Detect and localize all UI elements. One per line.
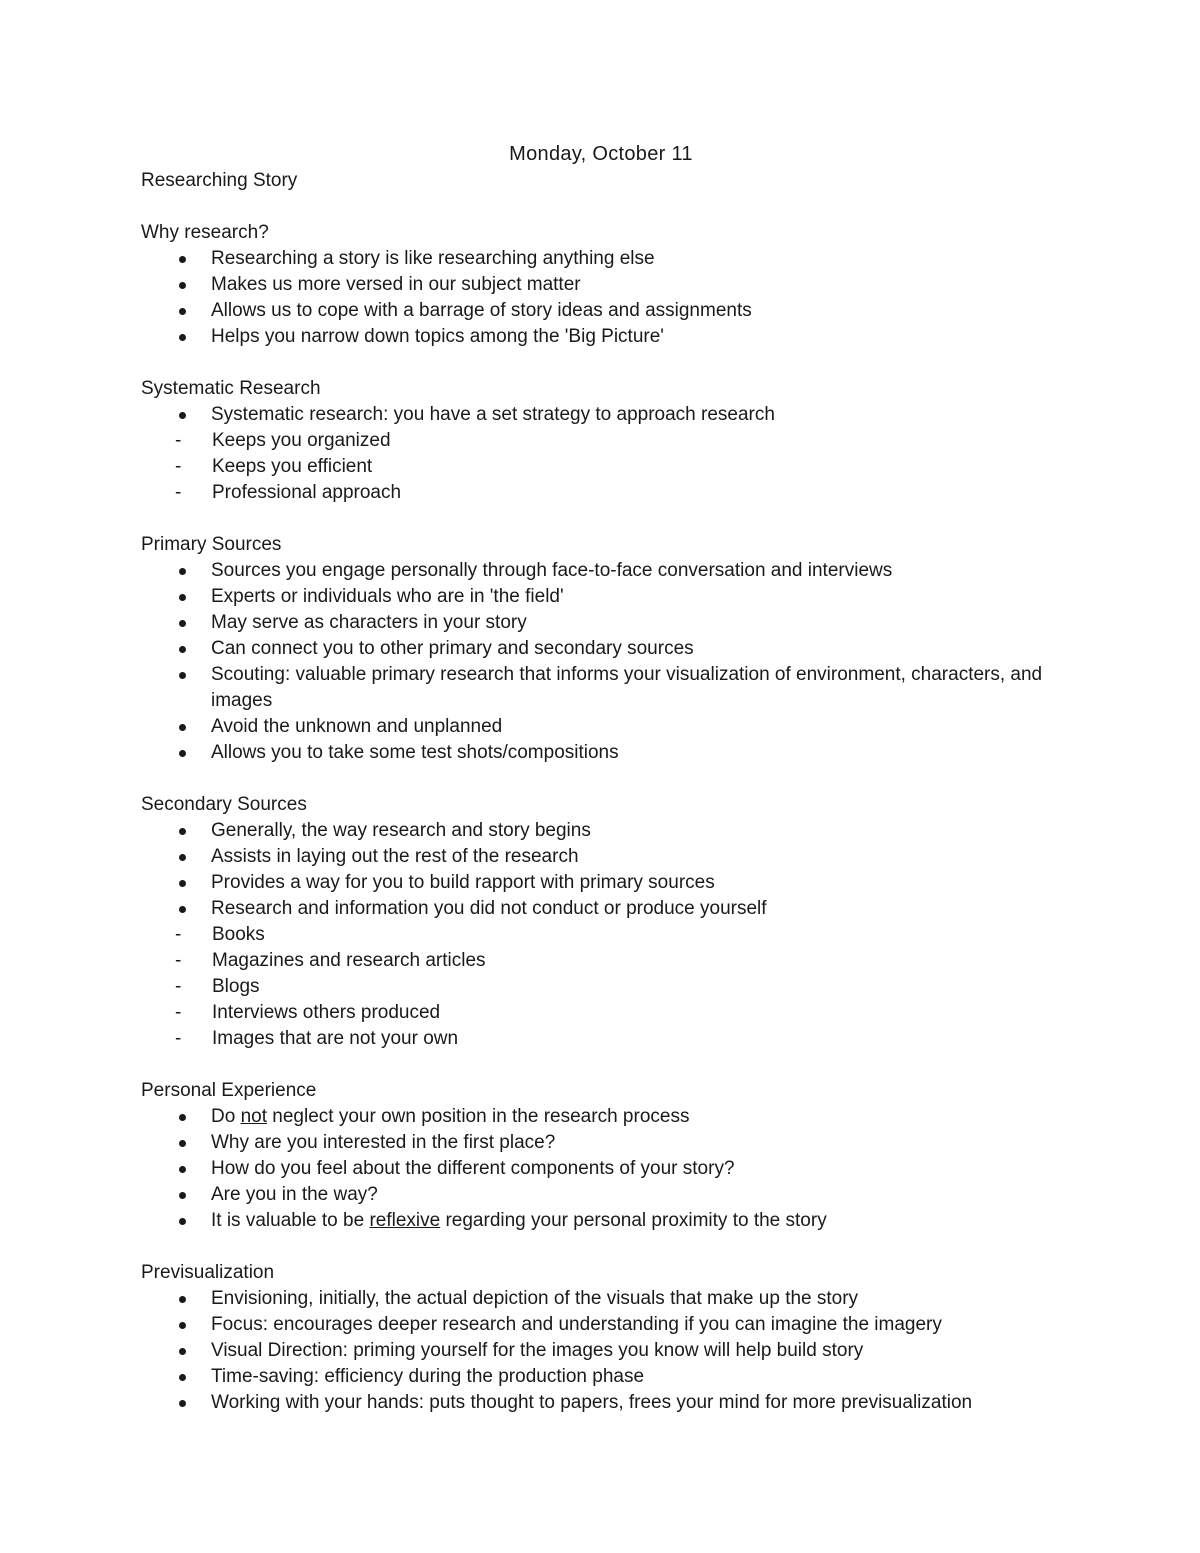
list-item-text: Envisioning, initially, the actual depiction of the visuals that make up the story bbox=[211, 1288, 859, 1309]
sub-list-item bbox=[141, 454, 1061, 480]
dash-marker-icon: - bbox=[175, 1028, 182, 1049]
bullet-dot-icon bbox=[179, 282, 186, 289]
list-item bbox=[141, 896, 1061, 1052]
list-item bbox=[141, 1156, 1061, 1182]
dash-marker-icon: - bbox=[175, 976, 182, 997]
list-item bbox=[141, 324, 1061, 350]
list-item bbox=[141, 298, 1061, 324]
sub-list-item bbox=[141, 948, 1061, 974]
sub-list-item-text: Magazines and research articles bbox=[212, 950, 486, 971]
list-item bbox=[141, 584, 1061, 610]
bullet-dot-icon bbox=[179, 880, 186, 887]
dash-marker-icon: - bbox=[175, 482, 182, 503]
bullet-dot-icon bbox=[179, 1400, 186, 1407]
bullet-dot-icon bbox=[179, 724, 186, 731]
list-item bbox=[141, 1312, 1061, 1338]
list-item-text: Assists in laying out the rest of the research bbox=[211, 846, 579, 867]
document-subtitle: Researching Story bbox=[141, 170, 298, 191]
list-item bbox=[141, 1286, 1061, 1312]
text-run: It is valuable to be bbox=[211, 1210, 370, 1231]
list-item-text: Sources you engage personally through face-to-face conversation and interviews bbox=[211, 560, 893, 581]
list-item bbox=[141, 1338, 1061, 1364]
document-title: Monday, October 11 bbox=[509, 143, 693, 165]
bullet-dot-icon bbox=[179, 308, 186, 315]
bullet-dot-icon bbox=[179, 620, 186, 627]
bullet-list bbox=[141, 402, 1061, 506]
sub-list-item bbox=[141, 428, 1061, 454]
list-item bbox=[141, 1208, 1061, 1234]
sub-list bbox=[141, 428, 1061, 506]
sub-list-item bbox=[141, 480, 1061, 506]
list-item-text: Generally, the way research and story begins bbox=[211, 820, 591, 841]
dash-marker-icon: - bbox=[175, 1002, 182, 1023]
list-item bbox=[141, 272, 1061, 298]
list-item bbox=[141, 558, 1061, 584]
underlined-word: reflexive bbox=[369, 1210, 441, 1231]
bullet-dot-icon bbox=[179, 1296, 186, 1303]
list-item-text: How do you feel about the different components of your story? bbox=[211, 1158, 735, 1179]
bullet-list bbox=[141, 1286, 1061, 1416]
sub-list bbox=[141, 922, 1061, 1052]
bullet-list bbox=[141, 246, 1061, 350]
bullet-dot-icon bbox=[179, 1114, 186, 1121]
section-heading: Systematic Research bbox=[141, 378, 321, 399]
section-spacer bbox=[141, 766, 1061, 792]
list-item bbox=[141, 740, 1061, 766]
list-item-text: Can connect you to other primary and secondary sources bbox=[211, 638, 694, 659]
list-item-text: Why are you interested in the first place? bbox=[211, 1132, 556, 1153]
list-item-text: Time-saving: efficiency during the production phase bbox=[211, 1366, 645, 1387]
bullet-list bbox=[141, 1104, 1061, 1234]
bullet-dot-icon bbox=[179, 568, 186, 575]
text-run: Do bbox=[211, 1106, 241, 1127]
list-item-text: Visual Direction: priming yourself for the images you know will help build story bbox=[211, 1340, 864, 1361]
list-item bbox=[141, 662, 1061, 714]
section-spacer bbox=[141, 1234, 1061, 1260]
bullet-dot-icon bbox=[179, 1166, 186, 1173]
bullet-dot-icon bbox=[179, 1140, 186, 1147]
dash-marker-icon: - bbox=[175, 950, 182, 971]
bullet-dot-icon bbox=[179, 750, 186, 757]
document-page bbox=[141, 142, 1061, 1416]
list-item bbox=[141, 1364, 1061, 1390]
section-heading: Why research? bbox=[141, 222, 269, 243]
list-item-text bbox=[211, 1210, 827, 1231]
sub-list-item-text: Keeps you efficient bbox=[212, 456, 373, 477]
list-item-text: Systematic research: you have a set strategy to approach research bbox=[211, 404, 775, 425]
sections-container bbox=[141, 194, 1061, 1416]
bullet-dot-icon bbox=[179, 906, 186, 913]
text-run: neglect your own position in the research process bbox=[267, 1106, 690, 1127]
bullet-dot-icon bbox=[179, 1192, 186, 1199]
list-item bbox=[141, 636, 1061, 662]
list-item-text: Helps you narrow down topics among the 'Big Picture' bbox=[211, 326, 664, 347]
bullet-dot-icon bbox=[179, 594, 186, 601]
dash-marker-icon: - bbox=[175, 430, 182, 451]
section-heading: Secondary Sources bbox=[141, 794, 307, 815]
list-item-text: Working with your hands: puts thought to papers, frees your mind for more previsualization bbox=[211, 1392, 973, 1413]
dash-marker-icon: - bbox=[175, 456, 182, 477]
list-item-text: Research and information you did not conduct or produce yourself bbox=[211, 898, 767, 919]
list-item bbox=[141, 844, 1061, 870]
sub-list-item-text: Keeps you organized bbox=[212, 430, 391, 451]
section-heading: Primary Sources bbox=[141, 534, 282, 555]
underlined-word: not bbox=[240, 1106, 267, 1127]
bullet-dot-icon bbox=[179, 1348, 186, 1355]
sub-list-item-text: Professional approach bbox=[212, 482, 402, 503]
sub-list-item bbox=[141, 1000, 1061, 1026]
bullet-dot-icon bbox=[179, 828, 186, 835]
bullet-list bbox=[141, 818, 1061, 1052]
bullet-dot-icon bbox=[179, 672, 186, 679]
list-item-text: May serve as characters in your story bbox=[211, 612, 527, 633]
list-item bbox=[141, 610, 1061, 636]
list-item-text: Provides a way for you to build rapport with primary sources bbox=[211, 872, 715, 893]
list-item bbox=[141, 1130, 1061, 1156]
list-item-text: Experts or individuals who are in 'the field' bbox=[211, 586, 564, 607]
dash-marker-icon: - bbox=[175, 924, 182, 945]
list-item-text: Allows you to take some test shots/compositions bbox=[211, 742, 619, 763]
bullet-dot-icon bbox=[179, 646, 186, 653]
sub-list-item-text: Books bbox=[212, 924, 265, 945]
section-heading: Previsualization bbox=[141, 1262, 275, 1283]
list-item bbox=[141, 402, 1061, 506]
list-item bbox=[141, 1182, 1061, 1208]
section-heading: Personal Experience bbox=[141, 1080, 317, 1101]
sub-list-item bbox=[141, 974, 1061, 1000]
bullet-dot-icon bbox=[179, 412, 186, 419]
sub-list-item-text: Images that are not your own bbox=[212, 1028, 459, 1049]
section-spacer bbox=[141, 506, 1061, 532]
sub-list-item-text: Interviews others produced bbox=[212, 1002, 441, 1023]
sub-list-item bbox=[141, 1026, 1061, 1052]
bullet-dot-icon bbox=[179, 854, 186, 861]
text-run: regarding your personal proximity to the story bbox=[440, 1210, 827, 1231]
section-spacer bbox=[141, 194, 1061, 220]
bullet-dot-icon bbox=[179, 1218, 186, 1225]
list-item bbox=[141, 1104, 1061, 1130]
bullet-dot-icon bbox=[179, 1374, 186, 1381]
bullet-list bbox=[141, 558, 1061, 766]
bullet-dot-icon bbox=[179, 334, 186, 341]
list-item-text: Are you in the way? bbox=[211, 1184, 378, 1205]
list-item bbox=[141, 1390, 1061, 1416]
list-item bbox=[141, 246, 1061, 272]
section-spacer bbox=[141, 350, 1061, 376]
list-item bbox=[141, 870, 1061, 896]
sub-list-item bbox=[141, 922, 1061, 948]
bullet-dot-icon bbox=[179, 256, 186, 263]
sub-list-item-text: Blogs bbox=[212, 976, 260, 997]
bullet-dot-icon bbox=[179, 1322, 186, 1329]
section-spacer bbox=[141, 1052, 1061, 1078]
list-item-text: Avoid the unknown and unplanned bbox=[211, 716, 503, 737]
list-item-text: Allows us to cope with a barrage of story ideas and assignments bbox=[211, 300, 752, 321]
list-item bbox=[141, 818, 1061, 844]
list-item-text: Researching a story is like researching anything else bbox=[211, 248, 655, 269]
list-item-text: Makes us more versed in our subject matter bbox=[211, 274, 581, 295]
list-item-text bbox=[211, 1106, 689, 1127]
list-item bbox=[141, 714, 1061, 740]
list-item-text: Scouting: valuable primary research that informs your visualization of environment, characters, and images bbox=[211, 664, 1043, 711]
list-item-text: Focus: encourages deeper research and understanding if you can imagine the imagery bbox=[211, 1314, 942, 1335]
